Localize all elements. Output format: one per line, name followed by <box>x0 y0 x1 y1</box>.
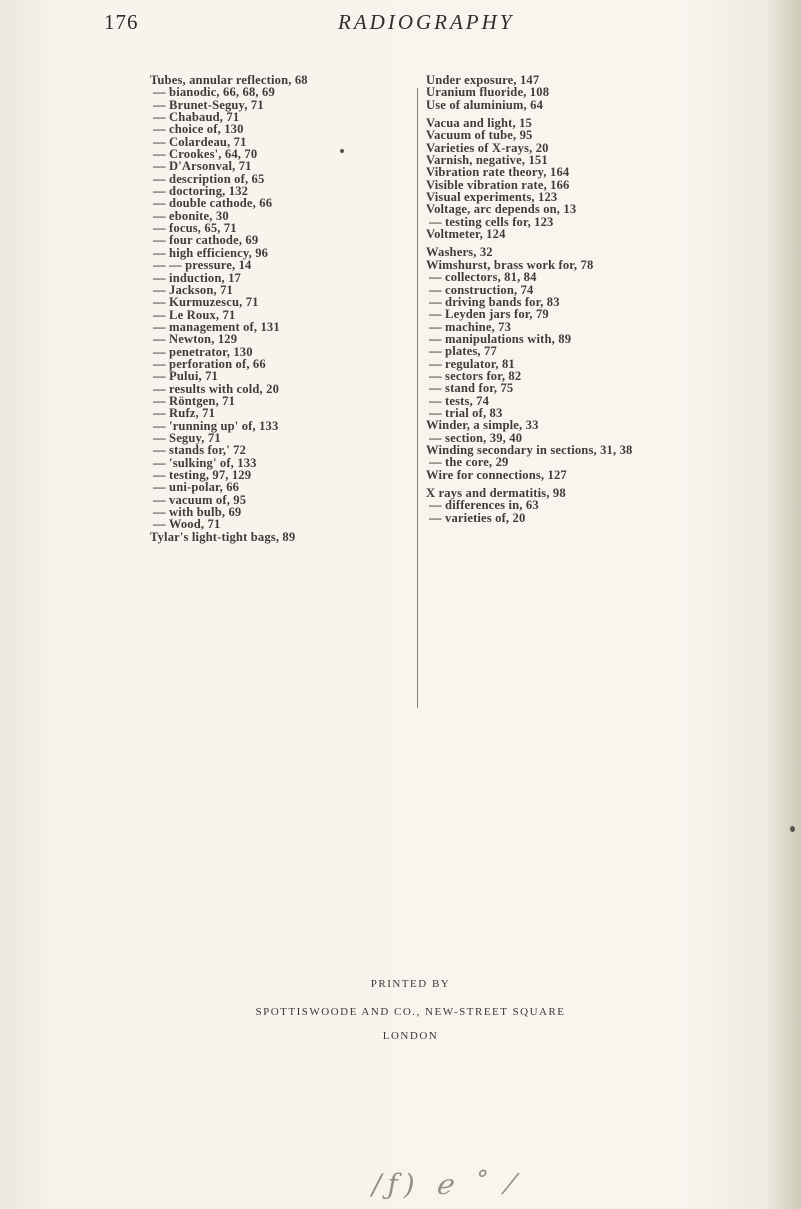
index-subentry: — testing, 97, 129 <box>153 468 252 482</box>
index-subentry: — driving bands for, 83 <box>429 294 560 309</box>
index-subentry: — plates, 77 <box>429 344 497 359</box>
index-subentry: — uni-polar, 66 <box>153 480 240 495</box>
index-subentry: — Wood, 71 <box>153 517 221 532</box>
index-subentry: — stands for,' 72 <box>153 443 247 458</box>
index-entry: Tylar's light-tight bags, 89 <box>150 529 296 544</box>
index-subentry: — manipulations with, 89 <box>429 331 572 346</box>
index-subentry: — Colardeau, 71 <box>153 134 247 149</box>
index-entry: Wire for connections, 127 <box>426 467 567 482</box>
print-speck <box>790 826 795 832</box>
index-subentry: — perforation of, 66 <box>153 356 266 371</box>
index-entry: Voltage, arc depends on, 13 <box>426 202 577 217</box>
index-subentry: — Seguy, 71 <box>153 430 221 445</box>
index-subentry: — stand for, 75 <box>429 381 514 396</box>
index-entry: Varieties of X-rays, 20 <box>426 140 549 155</box>
index-subentry: — Newton, 129 <box>153 332 238 347</box>
index-subentry: — management of, 131 <box>153 319 280 334</box>
index-entry: Visual experiments, 123 <box>426 190 558 205</box>
printer-imprint <box>0 978 801 1042</box>
index-subentry: — Brunet-Seguy, 71 <box>153 97 264 112</box>
index-subentry: — bianodic, 66, 68, 69 <box>153 85 275 100</box>
index-subentry: — Röntgen, 71 <box>153 393 236 408</box>
index-entry: Voltmeter, 124 <box>426 227 506 242</box>
index-subentry: — 'sulking' of, 133 <box>153 455 257 470</box>
page-header <box>104 10 704 40</box>
index-subentry: — ebonite, 30 <box>153 208 229 223</box>
index-entry: Vacuum of tube, 95 <box>426 128 533 143</box>
index-entry: Tubes, annular reflection, 68 <box>150 73 308 87</box>
index-entry: Under exposure, 147 <box>426 73 540 87</box>
index-subentry: — regulator, 81 <box>429 356 515 371</box>
page-number: 176 <box>104 10 139 34</box>
index-subentry: — Le Roux, 71 <box>153 307 236 322</box>
index-subentry: — Kurmuzescu, 71 <box>153 295 259 310</box>
index-subentry: — Leyden jars for, 79 <box>429 307 549 322</box>
index-subentry: — description of, 65 <box>153 171 265 186</box>
column-rule <box>417 88 418 708</box>
index-subentry: — four cathode, 69 <box>153 233 259 248</box>
index-subentry: — varieties of, 20 <box>429 510 526 525</box>
index-subentry: — — pressure, 14 <box>153 258 252 273</box>
handwritten-scribble: /ƒ) ℯ ˚ ⁄ <box>372 1168 519 1201</box>
index-column-right <box>426 74 786 524</box>
index-entry: Uranium fluoride, 108 <box>426 85 550 100</box>
index-entry: Washers, 32 <box>426 245 493 260</box>
index-entry: Varnish, negative, 151 <box>426 153 548 168</box>
index-subentry: — choice of, 130 <box>153 122 244 137</box>
index-subentry: — Pului, 71 <box>153 369 218 384</box>
running-head: RADIOGRAPHY <box>338 10 515 34</box>
index-subentry: — vacuum of, 95 <box>153 492 247 507</box>
imprint-city: LONDON <box>382 1030 439 1042</box>
index-entry: Visible vibration rate, 166 <box>426 177 570 192</box>
index-subentry: — Rufz, 71 <box>153 406 216 421</box>
index-subentry: — D'Arsonval, 71 <box>153 159 252 174</box>
index-subentry: — penetrator, 130 <box>153 344 253 359</box>
index-subentry: — construction, 74 <box>429 282 534 297</box>
index-subentry: — machine, 73 <box>429 319 512 334</box>
index-subentry: — the core, 29 <box>429 455 509 470</box>
index-subentry: — double cathode, 66 <box>153 196 273 211</box>
index-subentry: — with bulb, 69 <box>153 505 242 520</box>
index-subentry: — focus, 65, 71 <box>153 221 237 236</box>
index-subentry: — testing cells for, 123 <box>429 214 554 229</box>
print-speck <box>340 149 344 153</box>
imprint-printer-name: SPOTTISWOODE AND CO., NEW-STREET SQUARE <box>255 1006 566 1018</box>
index-subentry: — tests, 74 <box>429 393 490 408</box>
index-subentry: — induction, 17 <box>153 270 241 285</box>
imprint-printed-by: PRINTED BY <box>370 978 451 990</box>
index-entry: Wimshurst, brass work for, 78 <box>426 257 594 272</box>
index-entry: Use of aluminium, 64 <box>426 97 544 112</box>
index-subentry: — collectors, 81, 84 <box>429 270 537 285</box>
index-subentry: — high efficiency, 96 <box>153 245 269 260</box>
index-subentry: — differences in, 63 <box>429 498 539 513</box>
index-subentry: — sectors for, 82 <box>429 368 522 383</box>
index-subentry: — Crookes', 64, 70 <box>153 147 258 162</box>
index-subentry: — 'running up' of, 133 <box>153 418 279 433</box>
index-entry: Vibration rate theory, 164 <box>426 165 570 180</box>
index-entry: X rays and dermatitis, 98 <box>426 486 566 500</box>
index-subentry: — Chabaud, 71 <box>153 110 240 125</box>
index-entry: Winding secondary in sections, 31, 38 <box>426 442 633 457</box>
index-entry: Vacua and light, 15 <box>426 116 532 131</box>
index-subentry: — results with cold, 20 <box>153 381 280 396</box>
index-subentry: — trial of, 83 <box>429 405 503 420</box>
index-entry: Winder, a simple, 33 <box>426 418 539 433</box>
index-subentry: — Jackson, 71 <box>153 282 233 297</box>
index-column-left <box>150 74 435 543</box>
index-subentry: — section, 39, 40 <box>429 430 523 445</box>
index-subentry: — doctoring, 132 <box>153 184 249 199</box>
